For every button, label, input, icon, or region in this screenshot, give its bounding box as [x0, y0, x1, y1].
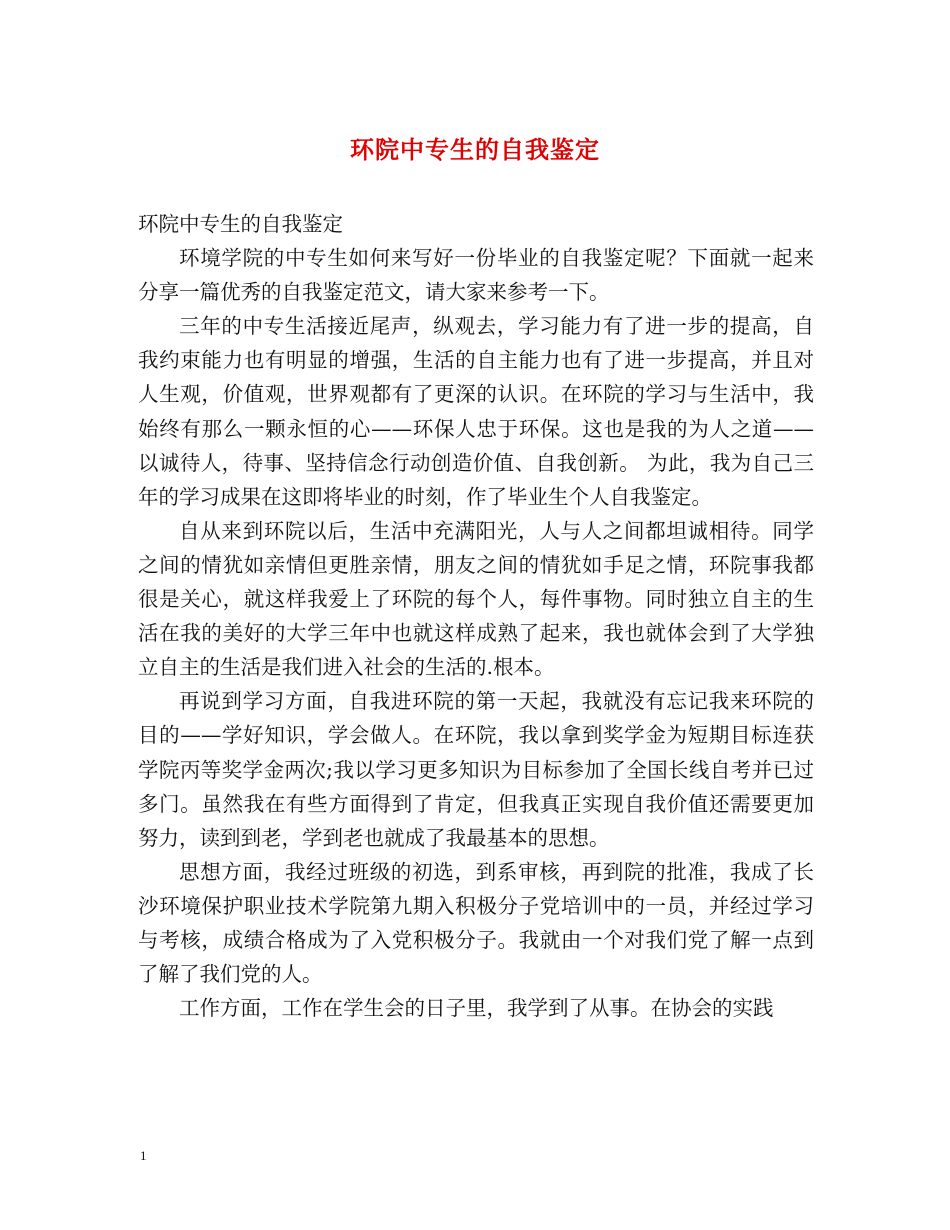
paragraph-life: 自从来到环院以后，生活中充满阳光，人与人之间都坦诚相待。同学之间的情犹如亲情但更胜亲情，朋友之间的情犹如手足之情，环院事我都很是关心，就这样我爱上了环院的每个人，每件事物。同时独立自主的生活在我的美好的大学三年中也就这样成熟了起来，我也就体会到了大学独立自主的生活是我们进入社会的生活的.根本。 [138, 518, 814, 680]
paragraph-intro: 环境学院的中专生如何来写好一份毕业的自我鉴定呢？下面就一起来分享一篇优秀的自我鉴定范文，请大家来参考一下。 [138, 246, 814, 305]
paragraph-thought: 思想方面，我经过班级的初选，到系审核，再到院的批准，我成了长沙环境保护职业技术学院第九期入积极分子党培训中的一员，并经过学习与考核，成绩合格成为了入党积极分子。我就由一个对我们党了解一点到了解了我们党的人。 [138, 859, 814, 987]
paragraph-summary: 三年的中专生活接近尾声，纵观去，学习能力有了进一步的提高，自我约束能力也有明显的增强，生活的自主能力也有了进一步提高，并且对人生观，价值观，世界观都有了更深的认识。在环院的学习与生活中，我始终有那么一颗永恒的心——环保人忠于环保。这也是我的为人之道——以诚待人，待事、坚持信念行动创造价值、自我创新。 为此，我为自己三年的学习成果在这即将毕业的时刻，作了毕业生个人自我鉴定。 [138, 314, 814, 509]
paragraph-work: 工作方面，工作在学生会的日子里，我学到了从事。在协会的实践 [179, 996, 774, 1021]
document-subtitle: 环院中专生的自我鉴定 [138, 212, 343, 236]
paragraph-study: 再说到学习方面，自我进环院的第一天起，我就没有忘记我来环院的目的——学好知识，学会做人。在环院，我以拿到奖学金为短期目标连获学院丙等奖学金两次;我以学习更多知识为目标参加了全国长线自考并已过多门。虽然我在有些方面得到了肯定，但我真正实现自我价值还需要更加努力，读到到老，学到老也就成了我最基本的思想。 [138, 689, 814, 850]
document-body [138, 207, 814, 1025]
document-title: 环院中专生的自我鉴定 [350, 135, 600, 164]
page-number: 1 [140, 1148, 147, 1163]
